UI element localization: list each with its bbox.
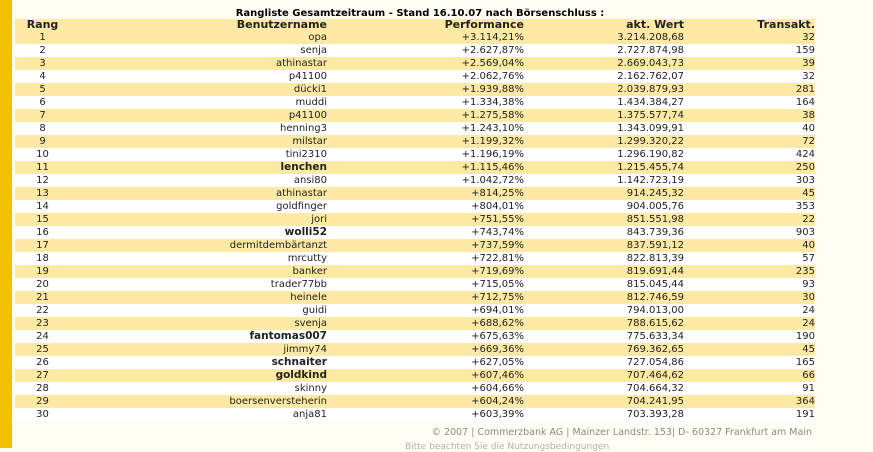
username-cell: anja81 <box>70 408 327 421</box>
username-cell: ansi80 <box>70 174 327 187</box>
username-cell: heinele <box>70 291 327 304</box>
table-row <box>15 161 815 174</box>
username-cell: goldfinger <box>70 200 327 213</box>
value-cell: 703.393,28 <box>524 408 684 421</box>
value-cell: 769.362,65 <box>524 343 684 356</box>
value-cell: 2.039.879,93 <box>524 83 684 96</box>
value-cell: 914.245,32 <box>524 187 684 200</box>
table-row <box>15 395 815 408</box>
username-cell: henning3 <box>70 122 327 135</box>
performance-cell: +604,66% <box>327 382 524 395</box>
performance-cell: +1.115,46% <box>327 161 524 174</box>
transactions-cell: 165 <box>684 356 815 369</box>
rank-cell: 28 <box>15 382 70 395</box>
username-cell: dermitdembärtanzt <box>70 239 327 252</box>
value-cell: 1.142.723,19 <box>524 174 684 187</box>
performance-cell: +1.042,72% <box>327 174 524 187</box>
table-row <box>15 44 815 57</box>
rank-cell: 25 <box>15 343 70 356</box>
value-cell: 1.299.320,22 <box>524 135 684 148</box>
table-row <box>15 265 815 278</box>
transactions-cell: 24 <box>684 317 815 330</box>
performance-cell: +712,75% <box>327 291 524 304</box>
rank-cell: 23 <box>15 317 70 330</box>
value-cell: 775.633,34 <box>524 330 684 343</box>
value-cell: 2.727.874,98 <box>524 44 684 57</box>
username-cell: goldkind <box>70 369 327 382</box>
transactions-cell: 66 <box>684 369 815 382</box>
performance-cell: +715,05% <box>327 278 524 291</box>
rank-cell: 21 <box>15 291 70 304</box>
performance-cell: +2.569,04% <box>327 57 524 70</box>
username-cell: fantomas007 <box>70 330 327 343</box>
transactions-cell: 191 <box>684 408 815 421</box>
transactions-cell: 235 <box>684 265 815 278</box>
performance-cell: +3.114,21% <box>327 31 524 44</box>
username-cell: trader77bb <box>70 278 327 291</box>
performance-cell: +814,25% <box>327 187 524 200</box>
rank-cell: 13 <box>15 187 70 200</box>
username-cell: tini2310 <box>70 148 327 161</box>
transactions-cell: 190 <box>684 330 815 343</box>
performance-cell: +627,05% <box>327 356 524 369</box>
rank-cell: 24 <box>15 330 70 343</box>
header-rank: Rang <box>15 19 70 31</box>
transactions-cell: 22 <box>684 213 815 226</box>
header-username: Benutzername <box>70 19 327 31</box>
transactions-cell: 32 <box>684 31 815 44</box>
transactions-cell: 159 <box>684 44 815 57</box>
username-cell: jori <box>70 213 327 226</box>
table-header-row <box>15 19 815 31</box>
rank-cell: 10 <box>15 148 70 161</box>
rank-cell: 11 <box>15 161 70 174</box>
table-row <box>15 369 815 382</box>
performance-cell: +1.199,32% <box>327 135 524 148</box>
value-cell: 704.241,95 <box>524 395 684 408</box>
footer-copyright: © 2007 | Commerzbank AG | Mainzer Landstr. 153| D- 60327 Frankfurt am Main <box>431 427 812 438</box>
value-cell: 794.013,00 <box>524 304 684 317</box>
username-cell: mrcutty <box>70 252 327 265</box>
rank-cell: 16 <box>15 226 70 239</box>
rank-cell: 6 <box>15 96 70 109</box>
username-cell: dücki1 <box>70 83 327 96</box>
transactions-cell: 57 <box>684 252 815 265</box>
value-cell: 1.343.099,91 <box>524 122 684 135</box>
performance-cell: +737,59% <box>327 239 524 252</box>
value-cell: 815.045,44 <box>524 278 684 291</box>
table-row <box>15 135 815 148</box>
rank-cell: 9 <box>15 135 70 148</box>
performance-cell: +2.627,87% <box>327 44 524 57</box>
username-cell: milstar <box>70 135 327 148</box>
ranking-table <box>15 19 815 421</box>
performance-cell: +722,81% <box>327 252 524 265</box>
value-cell: 788.615,62 <box>524 317 684 330</box>
performance-cell: +1.196,19% <box>327 148 524 161</box>
username-cell: svenja <box>70 317 327 330</box>
performance-cell: +1.334,38% <box>327 96 524 109</box>
table-row <box>15 291 815 304</box>
transactions-cell: 45 <box>684 187 815 200</box>
table-row <box>15 317 815 330</box>
username-cell: opa <box>70 31 327 44</box>
value-cell: 704.664,32 <box>524 382 684 395</box>
left-accent-bar <box>0 0 12 448</box>
performance-cell: +1.243,10% <box>327 122 524 135</box>
rank-cell: 22 <box>15 304 70 317</box>
transactions-cell: 353 <box>684 200 815 213</box>
table-row <box>15 187 815 200</box>
table-row <box>15 356 815 369</box>
table-row <box>15 83 815 96</box>
username-cell: guidi <box>70 304 327 317</box>
value-cell: 2.162.762,07 <box>524 70 684 83</box>
rank-cell: 3 <box>15 57 70 70</box>
performance-cell: +688,62% <box>327 317 524 330</box>
transactions-cell: 32 <box>684 70 815 83</box>
performance-cell: +1.939,88% <box>327 83 524 96</box>
username-cell: wolli52 <box>70 226 327 239</box>
value-cell: 3.214.208,68 <box>524 31 684 44</box>
performance-cell: +804,01% <box>327 200 524 213</box>
transactions-cell: 45 <box>684 343 815 356</box>
page-title: Rangliste Gesamtzeitraum - Stand 16.10.07 nach Börsenschluss : <box>235 8 605 19</box>
value-cell: 851.551,98 <box>524 213 684 226</box>
rank-cell: 8 <box>15 122 70 135</box>
username-cell: muddi <box>70 96 327 109</box>
username-cell: senja <box>70 44 327 57</box>
transactions-cell: 40 <box>684 239 815 252</box>
header-transactions: Transakt. <box>684 19 815 31</box>
rank-cell: 15 <box>15 213 70 226</box>
transactions-cell: 40 <box>684 122 815 135</box>
rank-cell: 27 <box>15 369 70 382</box>
table-row <box>15 148 815 161</box>
rank-cell: 12 <box>15 174 70 187</box>
performance-cell: +694,01% <box>327 304 524 317</box>
rank-cell: 19 <box>15 265 70 278</box>
transactions-cell: 364 <box>684 395 815 408</box>
performance-cell: +743,74% <box>327 226 524 239</box>
rank-cell: 7 <box>15 109 70 122</box>
table-row <box>15 70 815 83</box>
value-cell: 819.691,44 <box>524 265 684 278</box>
rank-cell: 18 <box>15 252 70 265</box>
footer-links[interactable]: Bitte beachten Sie die Nutzungsbedingungen <box>405 442 610 452</box>
rank-cell: 5 <box>15 83 70 96</box>
transactions-cell: 38 <box>684 109 815 122</box>
transactions-cell: 72 <box>684 135 815 148</box>
table-row <box>15 239 815 252</box>
performance-cell: +1.275,58% <box>327 109 524 122</box>
table-row <box>15 200 815 213</box>
value-cell: 822.813,39 <box>524 252 684 265</box>
performance-cell: +607,46% <box>327 369 524 382</box>
transactions-cell: 39 <box>684 57 815 70</box>
table-row <box>15 122 815 135</box>
performance-cell: +719,69% <box>327 265 524 278</box>
username-cell: schnaiter <box>70 356 327 369</box>
table-row <box>15 382 815 395</box>
rank-cell: 30 <box>15 408 70 421</box>
rank-cell: 14 <box>15 200 70 213</box>
rank-cell: 4 <box>15 70 70 83</box>
username-cell: banker <box>70 265 327 278</box>
table-row <box>15 226 815 239</box>
value-cell: 837.591,12 <box>524 239 684 252</box>
username-cell: p41100 <box>70 109 327 122</box>
value-cell: 2.669.043,73 <box>524 57 684 70</box>
table-body <box>15 31 815 421</box>
value-cell: 1.215.455,74 <box>524 161 684 174</box>
username-cell: p41100 <box>70 70 327 83</box>
table-row <box>15 304 815 317</box>
ranking-panel <box>15 9 815 421</box>
table-row <box>15 174 815 187</box>
table-row <box>15 96 815 109</box>
value-cell: 843.739,36 <box>524 226 684 239</box>
value-cell: 707.464,62 <box>524 369 684 382</box>
transactions-cell: 164 <box>684 96 815 109</box>
rank-cell: 17 <box>15 239 70 252</box>
transactions-cell: 250 <box>684 161 815 174</box>
header-current-value: akt. Wert <box>524 19 684 31</box>
value-cell: 1.296.190,82 <box>524 148 684 161</box>
transactions-cell: 91 <box>684 382 815 395</box>
value-cell: 727.054,86 <box>524 356 684 369</box>
transactions-cell: 281 <box>684 83 815 96</box>
table-row <box>15 213 815 226</box>
table-row <box>15 330 815 343</box>
rank-cell: 20 <box>15 278 70 291</box>
performance-cell: +751,55% <box>327 213 524 226</box>
table-row <box>15 278 815 291</box>
value-cell: 1.434.384,27 <box>524 96 684 109</box>
rank-cell: 26 <box>15 356 70 369</box>
rank-cell: 2 <box>15 44 70 57</box>
username-cell: athinastar <box>70 187 327 200</box>
rank-cell: 1 <box>15 31 70 44</box>
performance-cell: +604,24% <box>327 395 524 408</box>
transactions-cell: 424 <box>684 148 815 161</box>
username-cell: skinny <box>70 382 327 395</box>
header-performance: Performance <box>327 19 524 31</box>
transactions-cell: 303 <box>684 174 815 187</box>
table-row <box>15 408 815 421</box>
transactions-cell: 24 <box>684 304 815 317</box>
table-row <box>15 109 815 122</box>
username-cell: boersenversteherin <box>70 395 327 408</box>
performance-cell: +669,36% <box>327 343 524 356</box>
table-row <box>15 343 815 356</box>
value-cell: 1.375.577,74 <box>524 109 684 122</box>
transactions-cell: 903 <box>684 226 815 239</box>
transactions-cell: 30 <box>684 291 815 304</box>
table-row <box>15 57 815 70</box>
username-cell: athinastar <box>70 57 327 70</box>
username-cell: jimmy74 <box>70 343 327 356</box>
performance-cell: +603,39% <box>327 408 524 421</box>
performance-cell: +675,63% <box>327 330 524 343</box>
table-row <box>15 252 815 265</box>
table-row <box>15 31 815 44</box>
value-cell: 904.005,76 <box>524 200 684 213</box>
performance-cell: +2.062,76% <box>327 70 524 83</box>
transactions-cell: 93 <box>684 278 815 291</box>
rank-cell: 29 <box>15 395 70 408</box>
username-cell: lenchen <box>70 161 327 174</box>
value-cell: 812.746,59 <box>524 291 684 304</box>
